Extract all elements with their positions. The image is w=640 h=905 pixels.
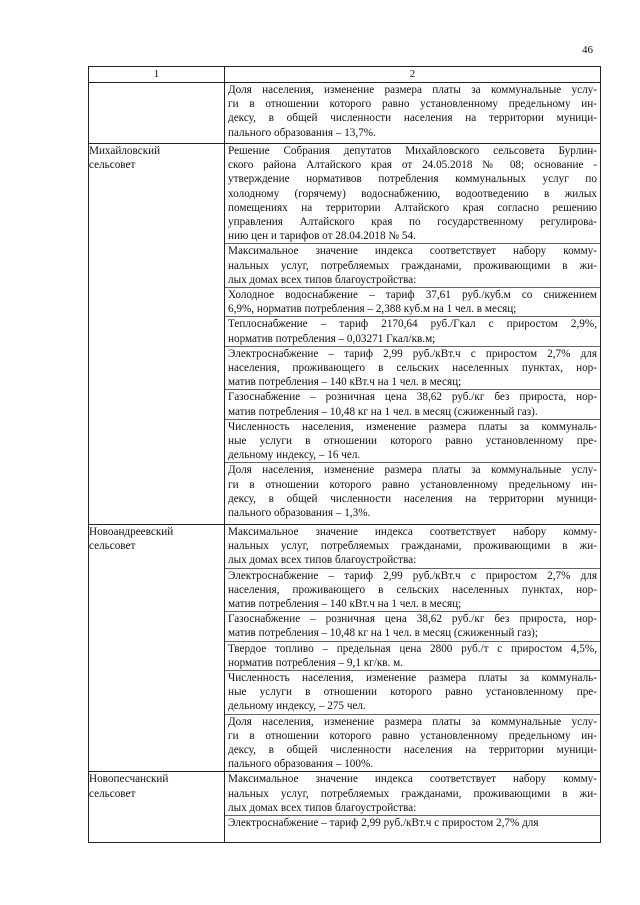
paragraph — [225, 316, 600, 345]
description-cell — [225, 772, 601, 843]
text-line: матив потребления – 10,48 кг на 1 чел. в месяц (сжиженный газ); — [228, 627, 538, 640]
table-row — [89, 144, 601, 525]
text-line: лых домах всех типов благоустройства: — [228, 554, 417, 567]
region-name-line: сельсовет — [89, 159, 136, 172]
paragraph — [225, 772, 600, 815]
region-name-cell — [89, 525, 225, 772]
text-line: ги в отношении которого равно установленному предельному ин- — [228, 729, 597, 742]
region-name-cell — [89, 144, 225, 525]
text-line: Холодное водоснабжение – тариф 37,61 руб./куб.м со снижением — [228, 289, 597, 302]
text-line: ского района Алтайского края от 24.05.2018 № 08; основание - — [228, 159, 597, 172]
text-line: норматив потребления – 0,03271 Гкал/кв.м; — [228, 332, 436, 345]
text-line: нальных услуг, потребляемых гражданами, проживающими в жи- — [228, 540, 597, 553]
text-line: матив потребления – 140 кВт.ч на 1 чел. в месяц; — [228, 598, 462, 611]
paragraph — [225, 641, 600, 670]
paragraph — [225, 419, 600, 463]
text-line: Численность населения, изменение размера платы за коммуналь- — [228, 672, 597, 685]
paragraph — [225, 611, 600, 640]
table-row — [89, 83, 601, 144]
column-header-1: 1 — [89, 67, 225, 83]
text-line: лых домах всех типов благоустройства: — [228, 273, 417, 286]
text-line: дексу, в общей численности населения на территории муници- — [228, 112, 597, 125]
region-name-line: сельсовет — [89, 787, 136, 800]
text-line: пального образования – 100%. — [228, 758, 374, 771]
region-name-line: Михайловский — [89, 145, 161, 157]
text-line: холодному (горячему) водоснабжению, водоотведению в жилых — [228, 187, 597, 200]
text-line: дексу, в общей численности населения на территории муници- — [228, 492, 597, 505]
paragraph — [225, 83, 600, 140]
text-line: дельному индексу, – 275 чел. — [228, 700, 366, 713]
paragraph — [225, 670, 600, 714]
text-line: норматив потребления – 9,1 кг/кв. м. — [228, 656, 404, 669]
text-line: Максимальное значение индекса соответствует набору комму- — [228, 245, 597, 258]
description-cell — [225, 525, 601, 772]
text-line: Теплоснабжение – тариф 2170,64 руб./Гкал с приростом 2,9%, — [228, 318, 597, 331]
paragraph — [225, 815, 600, 830]
paragraph — [225, 287, 600, 316]
paragraph — [225, 568, 600, 612]
table-row — [89, 525, 601, 772]
table-header-row — [89, 67, 601, 83]
text-line: пального образования – 13,7%. — [228, 126, 376, 139]
text-line: дельному индексу, – 16 чел. — [228, 449, 361, 462]
paragraph — [225, 144, 600, 243]
paragraph — [225, 462, 600, 520]
text-line: ные услуги в отношении которого равно установленному пре- — [228, 435, 597, 448]
text-line: матив потребления – 10,48 кг на 1 чел. в месяц (сжиженный газ). — [228, 405, 538, 418]
paragraph — [225, 243, 600, 287]
document-table — [88, 66, 601, 843]
region-name-line: Новопесчанский — [89, 773, 169, 786]
paragraph — [225, 525, 600, 568]
paragraph — [225, 346, 600, 390]
page-number: 46 — [582, 44, 593, 56]
column-header-2: 2 — [225, 67, 601, 83]
description-cell — [225, 83, 601, 144]
text-line: утверждение нормативов потребления коммунальных услуг по — [228, 173, 597, 186]
text-line: управления Алтайского края по государственному регулирова- — [228, 216, 597, 229]
text-line: Доля населения, изменение размера платы за коммунальные услу- — [228, 464, 597, 477]
region-name-line: Новоандреевский — [89, 526, 174, 538]
text-line: населения, проживающего в сельских населенных пунктах, нор- — [228, 583, 597, 596]
text-line: нию цен и тарифов от 28.04.2018 № 54. — [228, 230, 416, 243]
description-cell — [225, 144, 601, 525]
text-line: Газоснабжение – розничная цена 38,62 руб./кг без прироста, нор- — [228, 391, 597, 404]
text-line: населения, проживающего в сельских населенных пунктах, нор- — [228, 362, 597, 375]
region-name-line: сельсовет — [89, 540, 136, 553]
text-line: Максимальное значение индекса соответствует набору комму- — [228, 526, 597, 538]
text-line: ги в отношении которого равно установленному предельному ин- — [228, 98, 597, 111]
text-line: Газоснабжение – розничная цена 38,62 руб./кг без прироста, нор- — [228, 613, 597, 626]
table-row — [89, 772, 601, 843]
text-line: Электроснабжение – тариф 2,99 руб./кВт.ч с приростом 2,7% для — [228, 817, 539, 830]
paragraph — [225, 389, 600, 418]
text-line: ги в отношении которого равно установленному предельному ин- — [228, 478, 597, 491]
text-line: Максимальное значение индекса соответствует набору комму- — [228, 773, 597, 786]
text-line: Доля населения, изменение размера платы за коммунальные услу- — [228, 715, 597, 728]
text-line: нальных услуг, потребляемых гражданами, проживающими в жи- — [228, 787, 597, 800]
region-name-cell — [89, 772, 225, 843]
text-line: лых домах всех типов благоустройства: — [228, 801, 417, 814]
text-line: матив потребления – 140 кВт.ч на 1 чел. в месяц; — [228, 376, 462, 389]
paragraph — [225, 714, 600, 772]
text-line: Доля населения, изменение размера платы за коммунальные услу- — [228, 84, 597, 96]
text-line: ные услуги в отношении которого равно установленному пре- — [228, 686, 597, 699]
text-line: Решение Собрания депутатов Михайловского сельсовета Бурлин- — [228, 145, 597, 157]
text-line: Твердое топливо – предельная цена 2800 руб./т с приростом 4,5%, — [228, 642, 597, 655]
region-name-cell — [89, 83, 225, 144]
text-line: Электроснабжение – тариф 2,99 руб./кВт.ч с приростом 2,7% для — [228, 569, 597, 582]
text-line: Численность населения, изменение размера платы за коммуналь- — [228, 420, 597, 433]
text-line: 6,9%, норматив потребления – 2,388 куб.м на 1 чел. в месяц; — [228, 303, 517, 316]
text-line: Электроснабжение – тариф 2,99 руб./кВт.ч с приростом 2,7% для — [228, 347, 597, 360]
text-line: помещениях на территории Алтайского края согласно решению — [228, 201, 597, 214]
text-line: дексу, в общей численности населения на территории муници- — [228, 744, 597, 757]
text-line: пального образования – 1,3%. — [228, 507, 371, 520]
text-line: нальных услуг, потребляемых гражданами, проживающими в жи- — [228, 259, 597, 272]
